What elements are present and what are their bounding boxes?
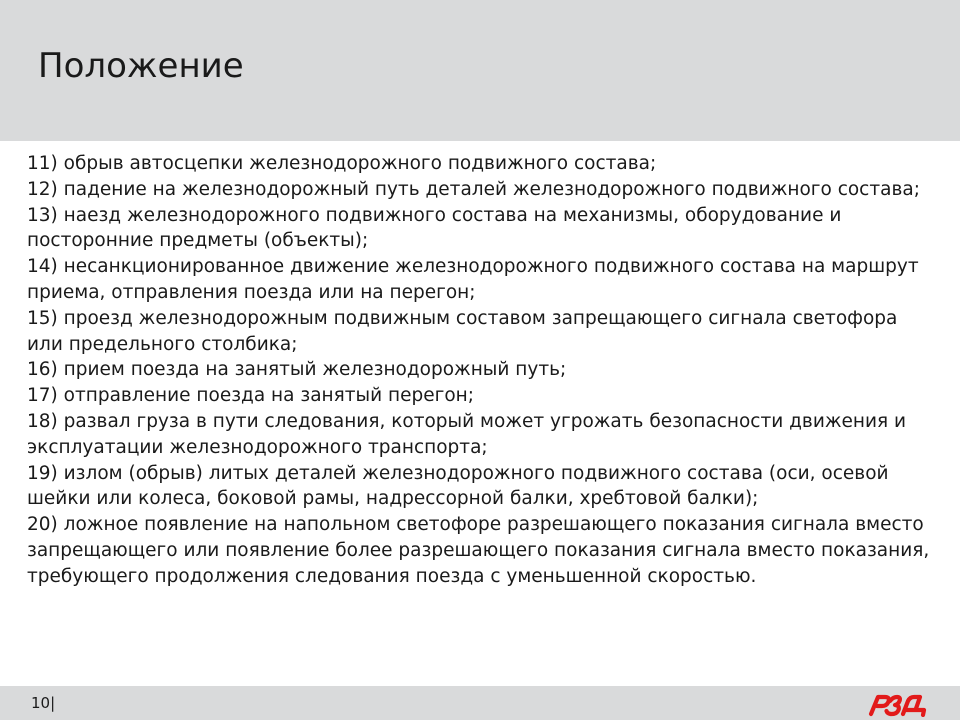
list-item: 11) обрыв автосцепки железнодорожного подвижного состава; [27, 153, 657, 174]
list-item: 20) ложное появление на напольном светофоре разрешающего показания сигнала вместо запрещающего или появление более разрешающего показания сигнала вместо показания, требующего продолжения следования поезда с уменьшенной скоростью. [27, 514, 930, 587]
page-number: 10| [31, 694, 56, 712]
list-item: 15) проезд железнодорожным подвижным составом запрещающего сигнала светофора или предельного столбика; [27, 307, 898, 355]
list-item: 13) наезд железнодорожного подвижного состава на механизмы, оборудование и посторонние предметы (объекты); [27, 204, 842, 252]
incident-list [27, 151, 937, 590]
rzd-logo-icon [866, 690, 928, 717]
footer-band [0, 686, 960, 720]
page-title: Положение [38, 46, 244, 86]
header-band [0, 0, 960, 141]
list-item: 12) падение на железнодорожный путь деталей железнодорожного подвижного состава; [27, 178, 920, 200]
list-item: 16) прием поезда на занятый железнодорожный путь; [27, 359, 567, 381]
list-item: 17) отправление поезда на занятый перегон; [27, 385, 475, 407]
list-item: 19) излом (обрыв) литых деталей железнодорожного подвижного состава (оси, осевой шейки или колеса, боковой рамы, надрессорной балки, хребтовой балки); [27, 462, 889, 510]
list-item: 18) развал груза в пути следования, который может угрожать безопасности движения и эксплуатации железнодорожного транспорта; [27, 410, 907, 458]
list-item: 14) несанкционированное движение железнодорожного подвижного состава на маршрут приема, отправления поезда или на перегон; [27, 256, 919, 303]
